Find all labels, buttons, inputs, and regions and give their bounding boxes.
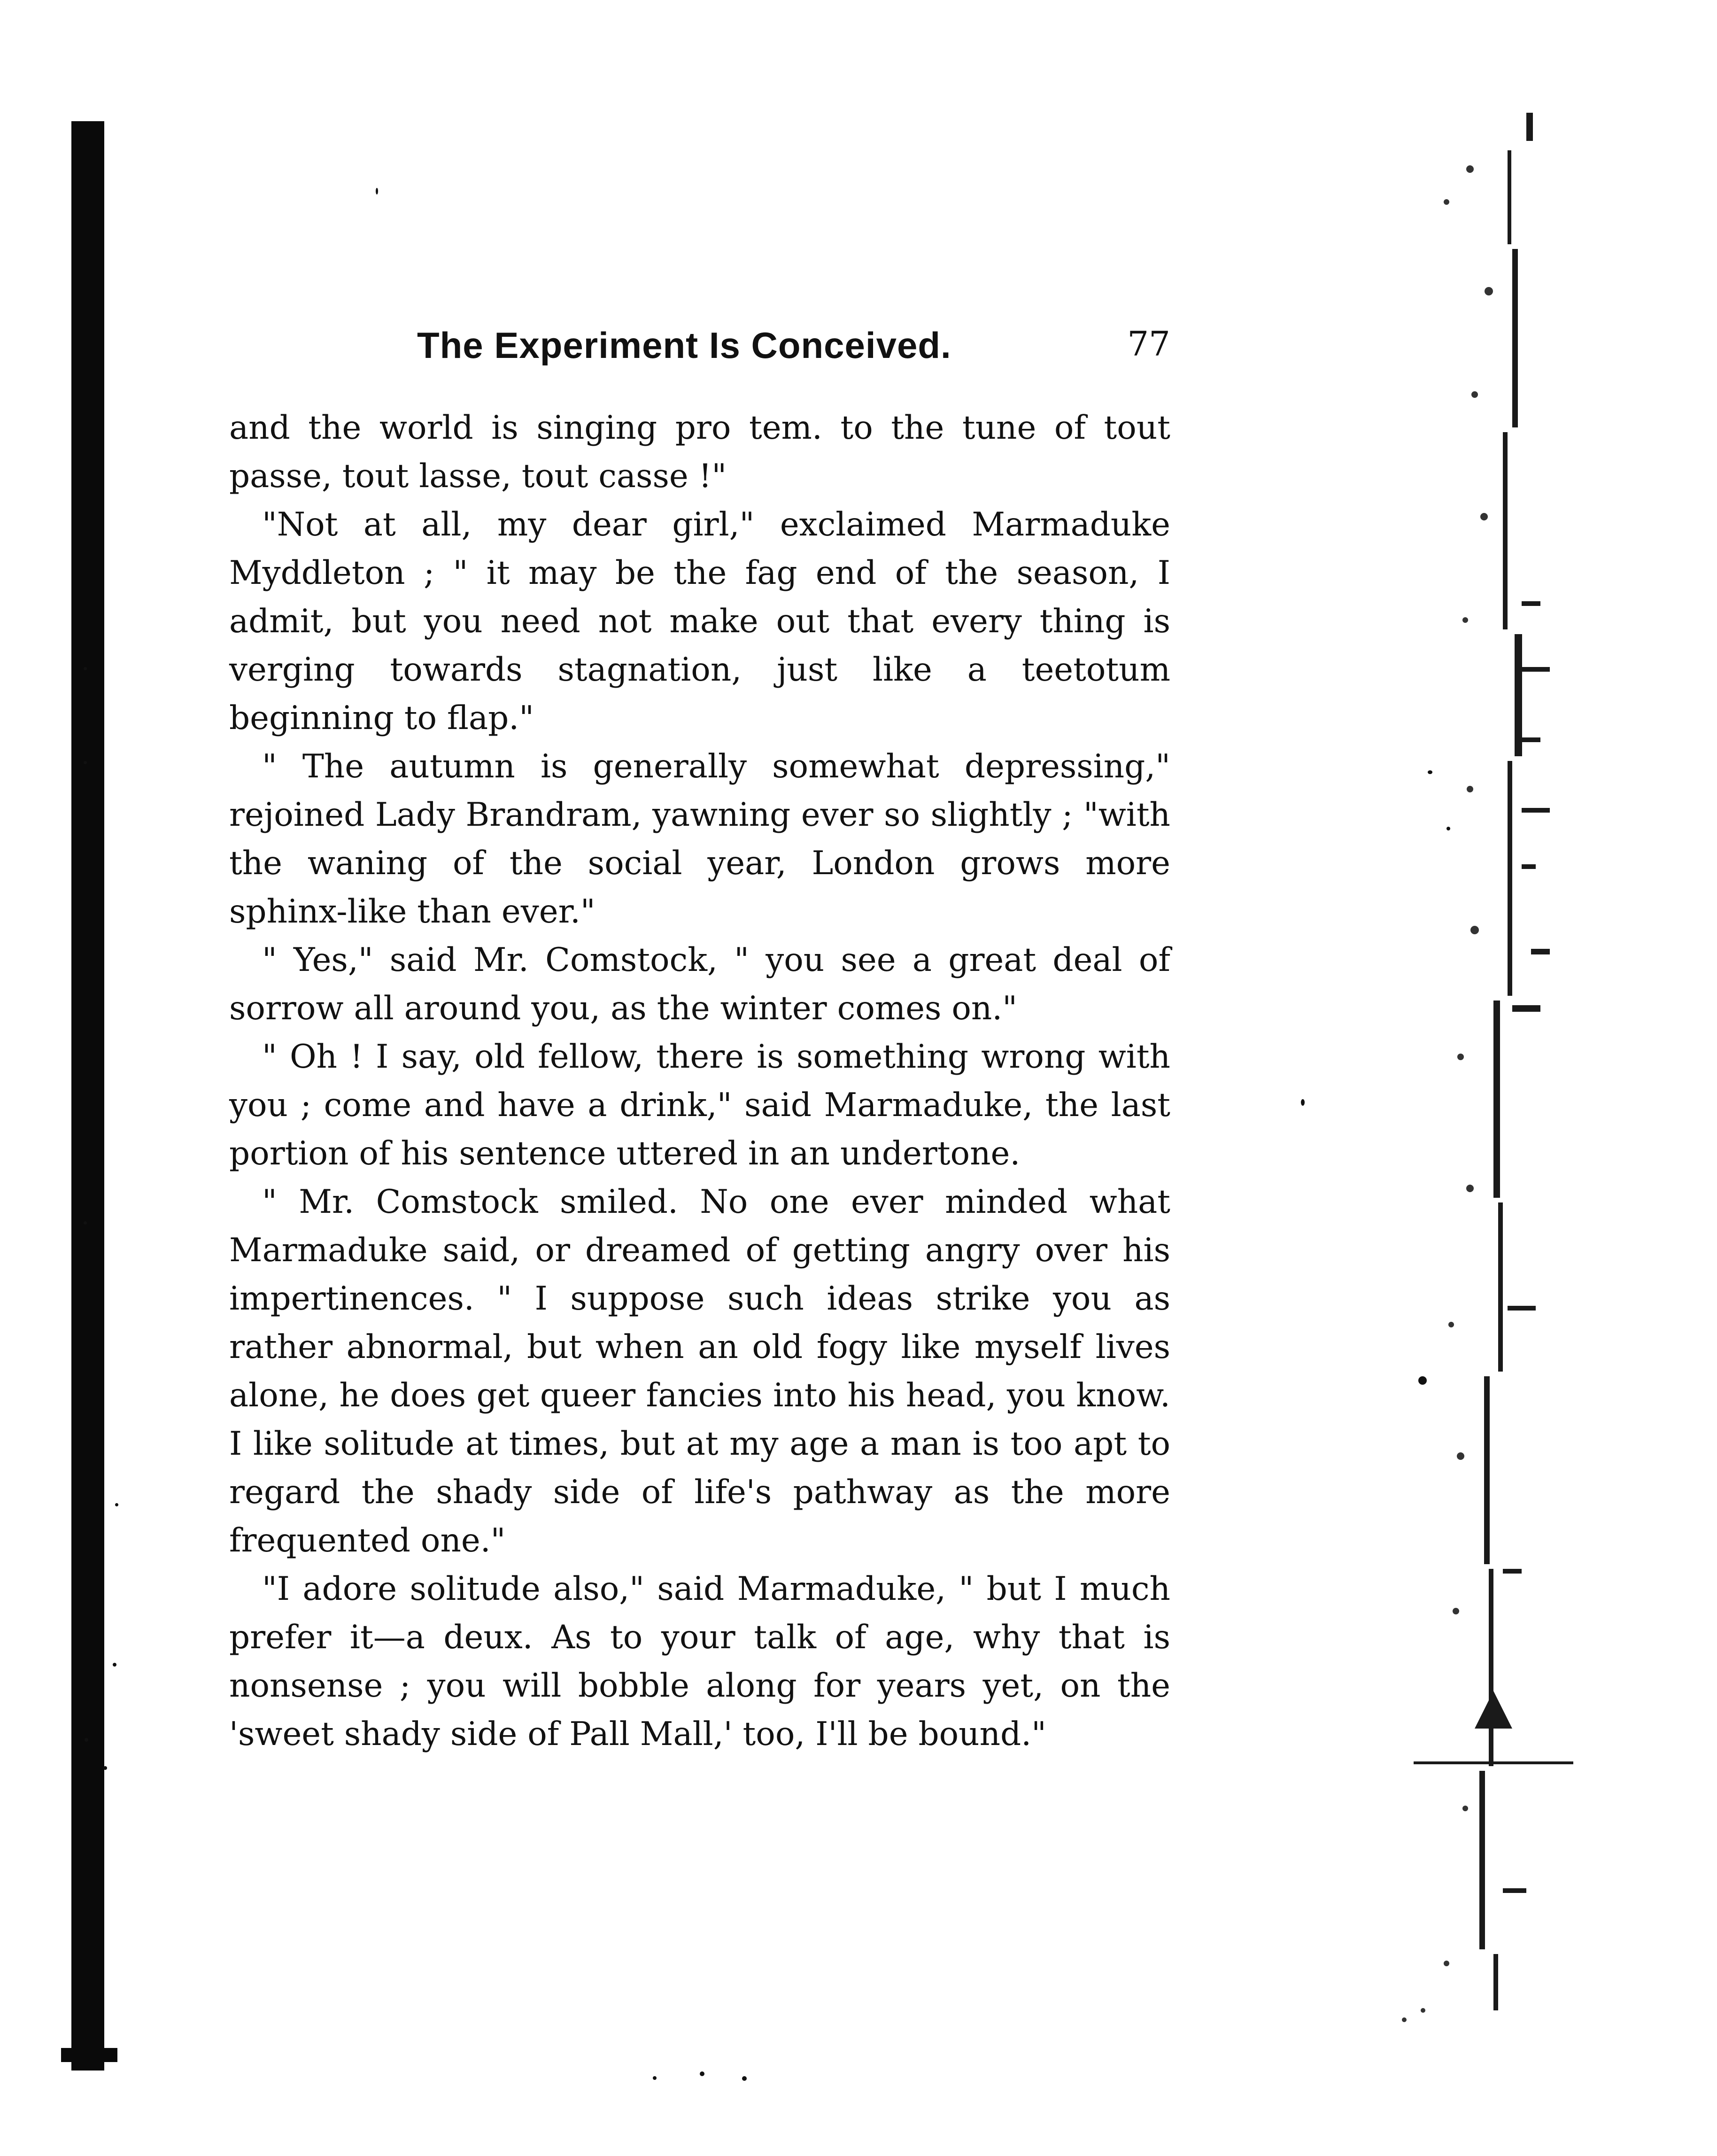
running-title: The Experiment Is Conceived. bbox=[417, 325, 951, 366]
scan-dot bbox=[1446, 827, 1450, 830]
scan-dot bbox=[1301, 1099, 1305, 1106]
paragraph: "I adore solitude also," said Marmaduke, " but I much prefer it—a deux. As to your talk of age, why that is nonsense ; you will bobble along for years yet, on the 'sweet shady side of Pall Mall,' too, I'll be bound." bbox=[229, 1570, 1170, 1753]
page-number: 77 bbox=[1127, 324, 1170, 364]
scan-dot bbox=[85, 1738, 88, 1742]
scan-dot bbox=[84, 761, 87, 764]
binding-shadow bbox=[71, 121, 104, 2071]
body-text bbox=[229, 404, 1170, 1759]
paragraph: " The autumn is generally somewhat depressing," rejoined Lady Brandram, yawning ever so slightly ; "with the waning of the social year, London grows more sphinx-like than ever." bbox=[229, 748, 1170, 931]
paragraph: and the world is singing pro tem. to the tune of tout passe, tout lasse, tout casse !" bbox=[229, 409, 1170, 495]
scan-dot bbox=[653, 2076, 657, 2080]
scan-dot bbox=[376, 188, 378, 194]
scan-dot bbox=[103, 1766, 107, 1770]
scan-dot bbox=[84, 1221, 87, 1225]
scan-dot bbox=[84, 667, 87, 670]
scan-dot bbox=[700, 2071, 704, 2076]
page-header bbox=[229, 324, 1170, 380]
paragraph: "Not at all, my dear girl," exclaimed Marmaduke Myddleton ; " it may be the fag end of the season, I admit, but you need not make out that every thing is verging towards stagnation, just like a teetotum beginning to flap." bbox=[229, 506, 1170, 737]
paragraph: " Oh ! I say, old fellow, there is something wrong with you ; come and have a drink," said Marmaduke, the last portion of his sentence uttered in an undertone. bbox=[229, 1038, 1170, 1172]
scan-noise-strip bbox=[1353, 94, 1616, 2067]
scan-dot bbox=[1428, 770, 1432, 774]
scan-dot bbox=[113, 1663, 116, 1667]
binding-shadow-base bbox=[61, 2048, 117, 2062]
scan-dot bbox=[1418, 1376, 1427, 1385]
scan-dot bbox=[115, 1503, 118, 1506]
paragraph: " Mr. Comstock smiled. No one ever minded what Marmaduke said, or dreamed of getting angry over his impertinences. " I suppose such ideas strike you as rather abnormal, but when an old fogy like myself lives alone, he does get queer fancies into his head, you know. I like solitude at times, but at my age a man is too apt to regard the shady side of life's pathway as the more frequented one." bbox=[229, 1183, 1170, 1559]
scan-dot bbox=[742, 2076, 747, 2081]
paragraph: " Yes," said Mr. Comstock, " you see a great deal of sorrow all around you, as the winter comes on." bbox=[229, 941, 1170, 1027]
